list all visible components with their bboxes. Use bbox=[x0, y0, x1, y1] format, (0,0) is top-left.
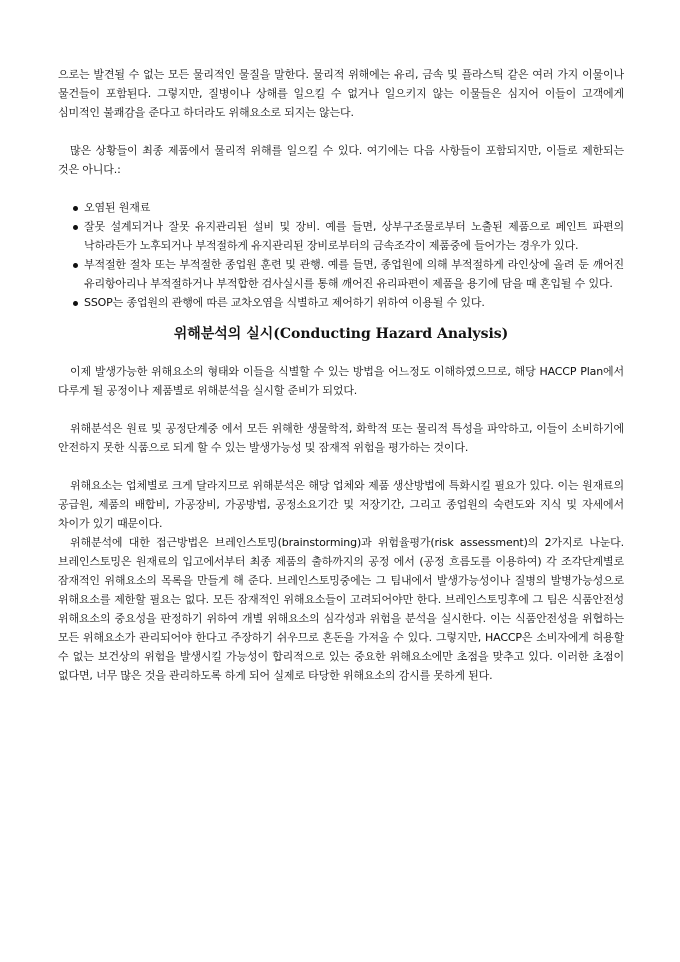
paragraph-approach: 위해분석에 대한 접근방법은 브레인스토밍(brainstorming)과 위험율평가(risk assessment)의 2가지로 나눈다. 브레인스토밍은 원재료의 입고에서부터 최종 제품의 출하까지의 공정 에서 (공정 흐름도를 이용하여) 각 조각단계별로 잠재적인 위해요소의 목록을 만들게 해 준다. 브레인스토밍중에는 그 팀내에서 발생가능성이나 질병의 발병가능성으로 위해요소를 제한할 필요는 없다. 모든 잠재적인 위해요소들이 고려되어야만 한다. 브레인스토밍후에 그 팀은 식품안전성 위해요소의 중요성을 판정하기 위하여 개별 위해요소의 심각성과 위험을 분석을 실시한다. 이는 식품안전성을 위협하는 모든 위해요소가 관리되어야 한다고 주장하기 쉬우므로 혼돈을 가져올 수 있다. 그렇지만, HACCP은 소비자에게 허용할 수 없는 보건상의 위험을 발생시킬 가능성이 합리적으로 있는 중요한 위해요소에만 초점을 맞추고 있다. 이러한 초점이 없다면, 너무 많은 것을 관리하도록 하게 되어 실제로 타당한 위해요소의 감시를 못하게 된다. bbox=[58, 536, 624, 682]
bullet-icon bbox=[73, 206, 78, 211]
list-item: 부적절한 절차 또는 부적절한 종업원 훈련 및 관행. 예를 들면, 종업원에 의해 부적절하게 라인상에 올려 둔 깨어진 유리항아리나 부적절하거나 부적합한 검사실시를 통해 깨어진 유리파편이 제품을 용기에 담을 때 혼입될 수 있다. bbox=[58, 255, 624, 293]
list-item: 오염된 원재료 bbox=[58, 198, 624, 217]
paragraph-hazard-analysis-definition: 위해분석은 원료 및 공정단계중 에서 모든 위해한 생물학적, 화학적 또는 물리적 특성을 파악하고, 이들이 소비하기에 안전하지 못한 식품으로 되게 할 수 있는 발생가능성 및 잠재적 위험을 평가하는 것이다. bbox=[58, 422, 624, 454]
hazard-source-list bbox=[58, 198, 624, 312]
section-heading: 위해분석의 실시(Conducting Hazard Analysis) bbox=[173, 326, 509, 342]
bullet-icon bbox=[73, 225, 78, 230]
paragraph-situations-intro: 많은 상황들이 최종 제품에서 물리적 위해를 일으킬 수 있다. 여기에는 다음 사항들이 포함되지만, 이들로 제한되는 것은 아니다.: bbox=[58, 144, 624, 176]
bullet-icon bbox=[73, 301, 78, 306]
paragraph-company-specific: 위해요소는 업체별로 크게 달라지므로 위해분석은 해당 업체와 제품 생산방법에 특화시킬 필요가 있다. 이는 원재료의 공급원, 제품의 배합비, 가공장비, 가공방법, 공정소요기간 및 저장기간, 그리고 종업원의 숙련도와 지식 및 자세에서 차이가 있기 때문이다. bbox=[58, 479, 624, 530]
bullet-icon bbox=[73, 263, 78, 268]
list-item: SSOP는 종업원의 관행에 따른 교차오염을 식별하고 제어하기 위하여 이용될 수 있다. bbox=[58, 293, 624, 312]
list-item: 잘못 설계되거나 잘못 유지관리된 설비 및 장비. 예를 들면, 상부구조물로부터 노출된 제품으로 페인트 파편의 낙하라든가 노후되거나 부적절하게 유지관리된 장비로부터의 금속조각이 제품중에 들어가는 경우가 있다. bbox=[58, 217, 624, 255]
paragraph-preparation: 이제 발생가능한 위해요소의 형태와 이들을 식별할 수 있는 방법을 어느정도 이해하였으므로, 해당 HACCP Plan에서 다루게 될 공정이나 제품별로 위해분석을 실시할 준비가 되었다. bbox=[58, 365, 624, 397]
paragraph-physical-hazard-definition: 으로는 발견될 수 없는 모든 물리적인 물질을 말한다. 물리적 위해에는 유리, 금속 및 플라스틱 같은 여러 가지 이물이나 물건들이 포함된다. 그렇지만, 질병이나 상해를 일으킬 수 없거나 일으키지 않는 이물들은 심지어 이들이 고객에게 심미적인 불쾌감을 준다고 하더라도 위해요소로 되지는 않는다. bbox=[58, 68, 624, 119]
document-page bbox=[58, 65, 624, 685]
